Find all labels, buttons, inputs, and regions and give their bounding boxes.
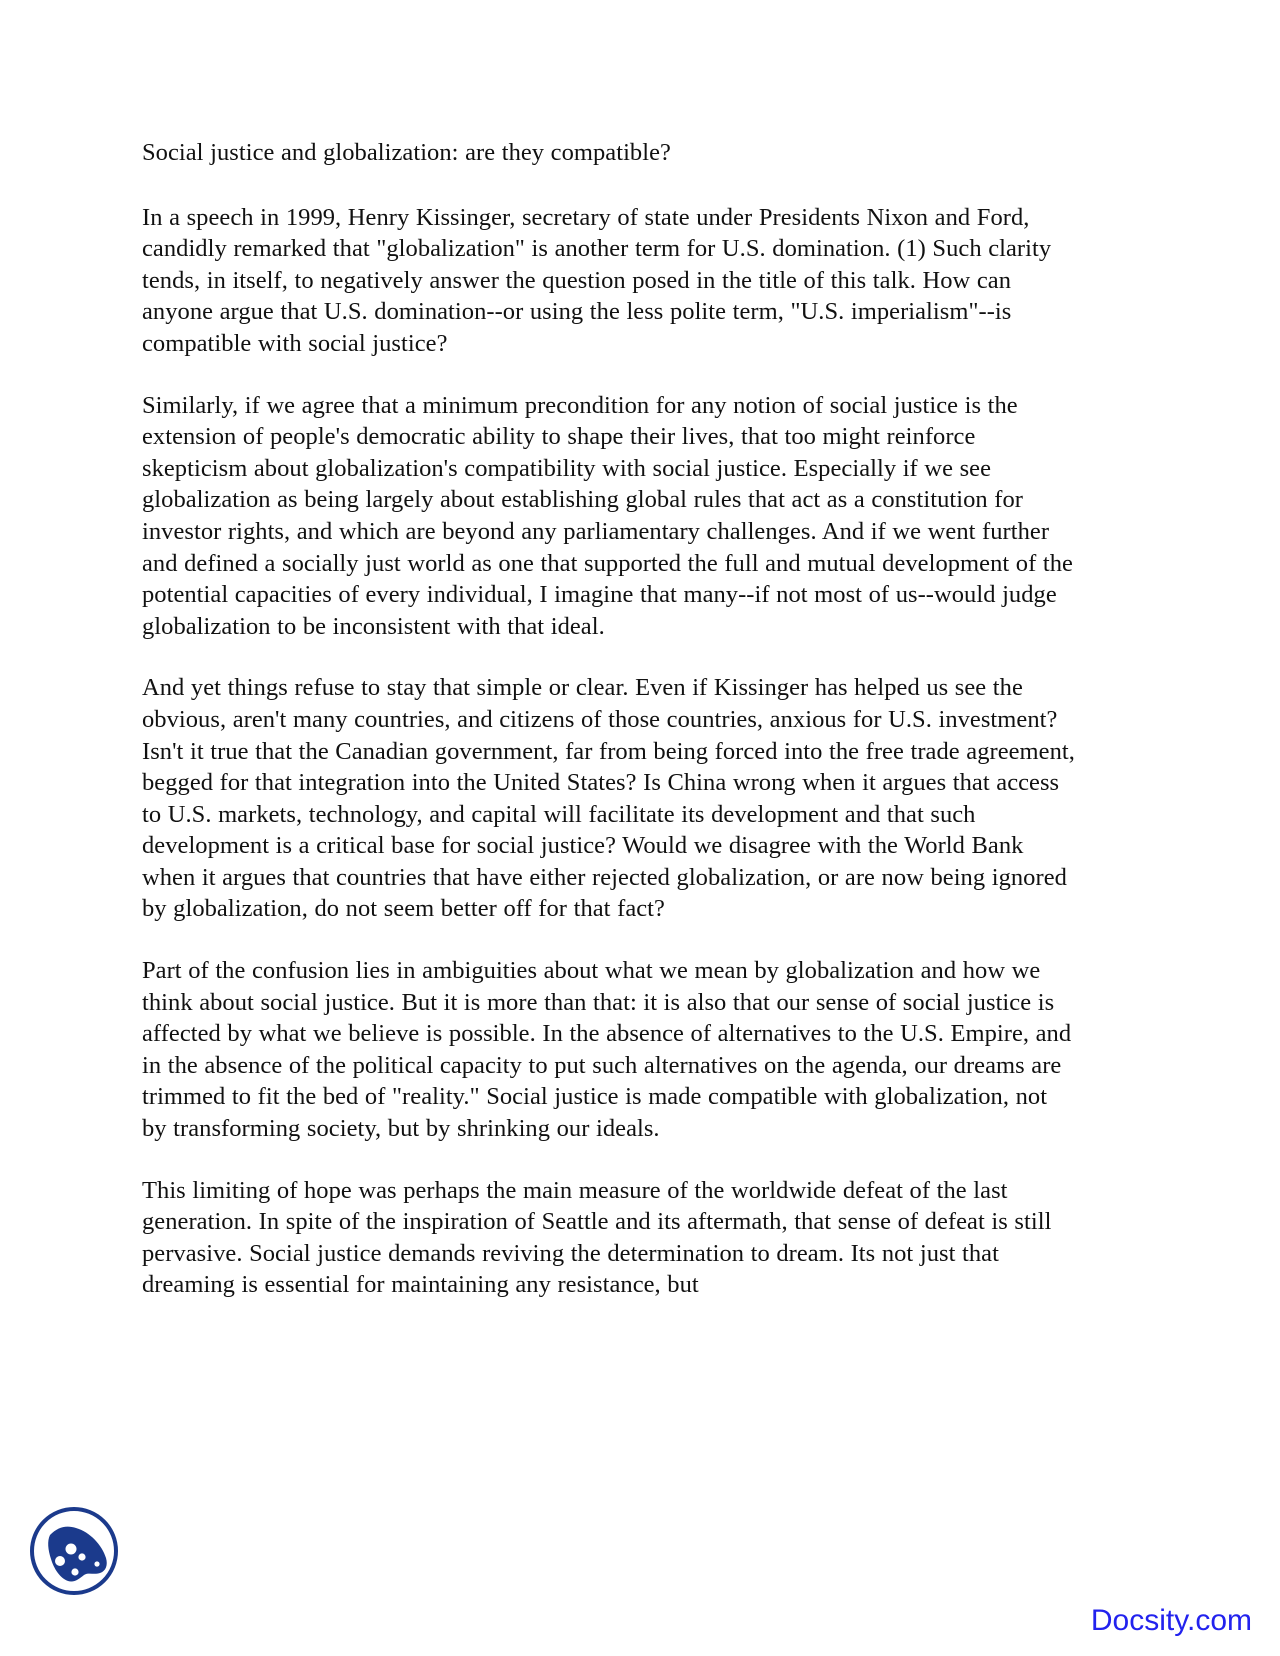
document-paragraph-1: In a speech in 1999, Henry Kissinger, secretary of state under Presidents Nixon and Ford, candidly remarked that "globalization" is another term for U.S. domination. (1) Such clarity tends, in itself, to negatively answer the question posed in the title of this talk. How can anyone argue that U.S. domination--or using the less polite term, "U.S. imperialism"--is compatible with social justice? (142, 203, 1052, 357)
document-paragraph-4: Part of the confusion lies in ambiguities about what we mean by globalization and how we think about social justice. But it is more than that: it is also that our sense of social justice is affected by what we believe is possible. In the absence of alternatives to the U.S. Empire, and in the absence of the political capacity to put such alternatives on the agenda, our dreams are trimmed to fit the bed of "reality." Social justice is made compatible with globalization, not by transforming society, but by shrinking our ideals. (142, 957, 1072, 1143)
document-paragraph-2: Similarly, if we agree that a minimum precondition for any notion of social justice is the extension of people's democratic ability to shape their lives, that too might reinforce skepticism about globalization's compatibility with social justice. Especially if we see globalization as being largely about establishing global rules that act as a constitution for investor rights, and which are beyond any parliamentary challenges. And if we went further and defined a socially just world as one that supported the full and mutual development of the potential capacities of every individual, I imagine that many--if not most of us--would judge globalization to be inconsistent with that ideal. (142, 391, 1073, 640)
document-paragraph-3: And yet things refuse to stay that simple or clear. Even if Kissinger has helped us see the obvious, aren't many countries, and citizens of those countries, anxious for U.S. investment? Isn't it true that the Canadian government, far from being forced into the free trade agreement, begged for that integration into the United States? Is China wrong when it argues that access to U.S. markets, technology, and capital will facilitate its development and that such development is a critical base for social justice? Would we disagree with the World Bank when it argues that countries that have either rejected globalization, or are now being ignored by globalization, do not seem better off for that fact? (142, 674, 1075, 923)
document-text-body (142, 137, 1078, 1301)
document-paragraph-5: This limiting of hope was perhaps the main measure of the worldwide defeat of the last generation. In spite of the inspiration of Seattle and its aftermath, that sense of defeat is still pervasive. Social justice demands reviving the determination to dream. Its not just that dreaming is essential for maintaining any resistance, but (142, 1176, 1052, 1299)
document-title-line: Social justice and globalization: are they compatible? (142, 139, 671, 166)
docsity-wordmark[interactable]: Docsity.com (1090, 1604, 1252, 1637)
docsity-logo-icon (24, 1501, 124, 1601)
